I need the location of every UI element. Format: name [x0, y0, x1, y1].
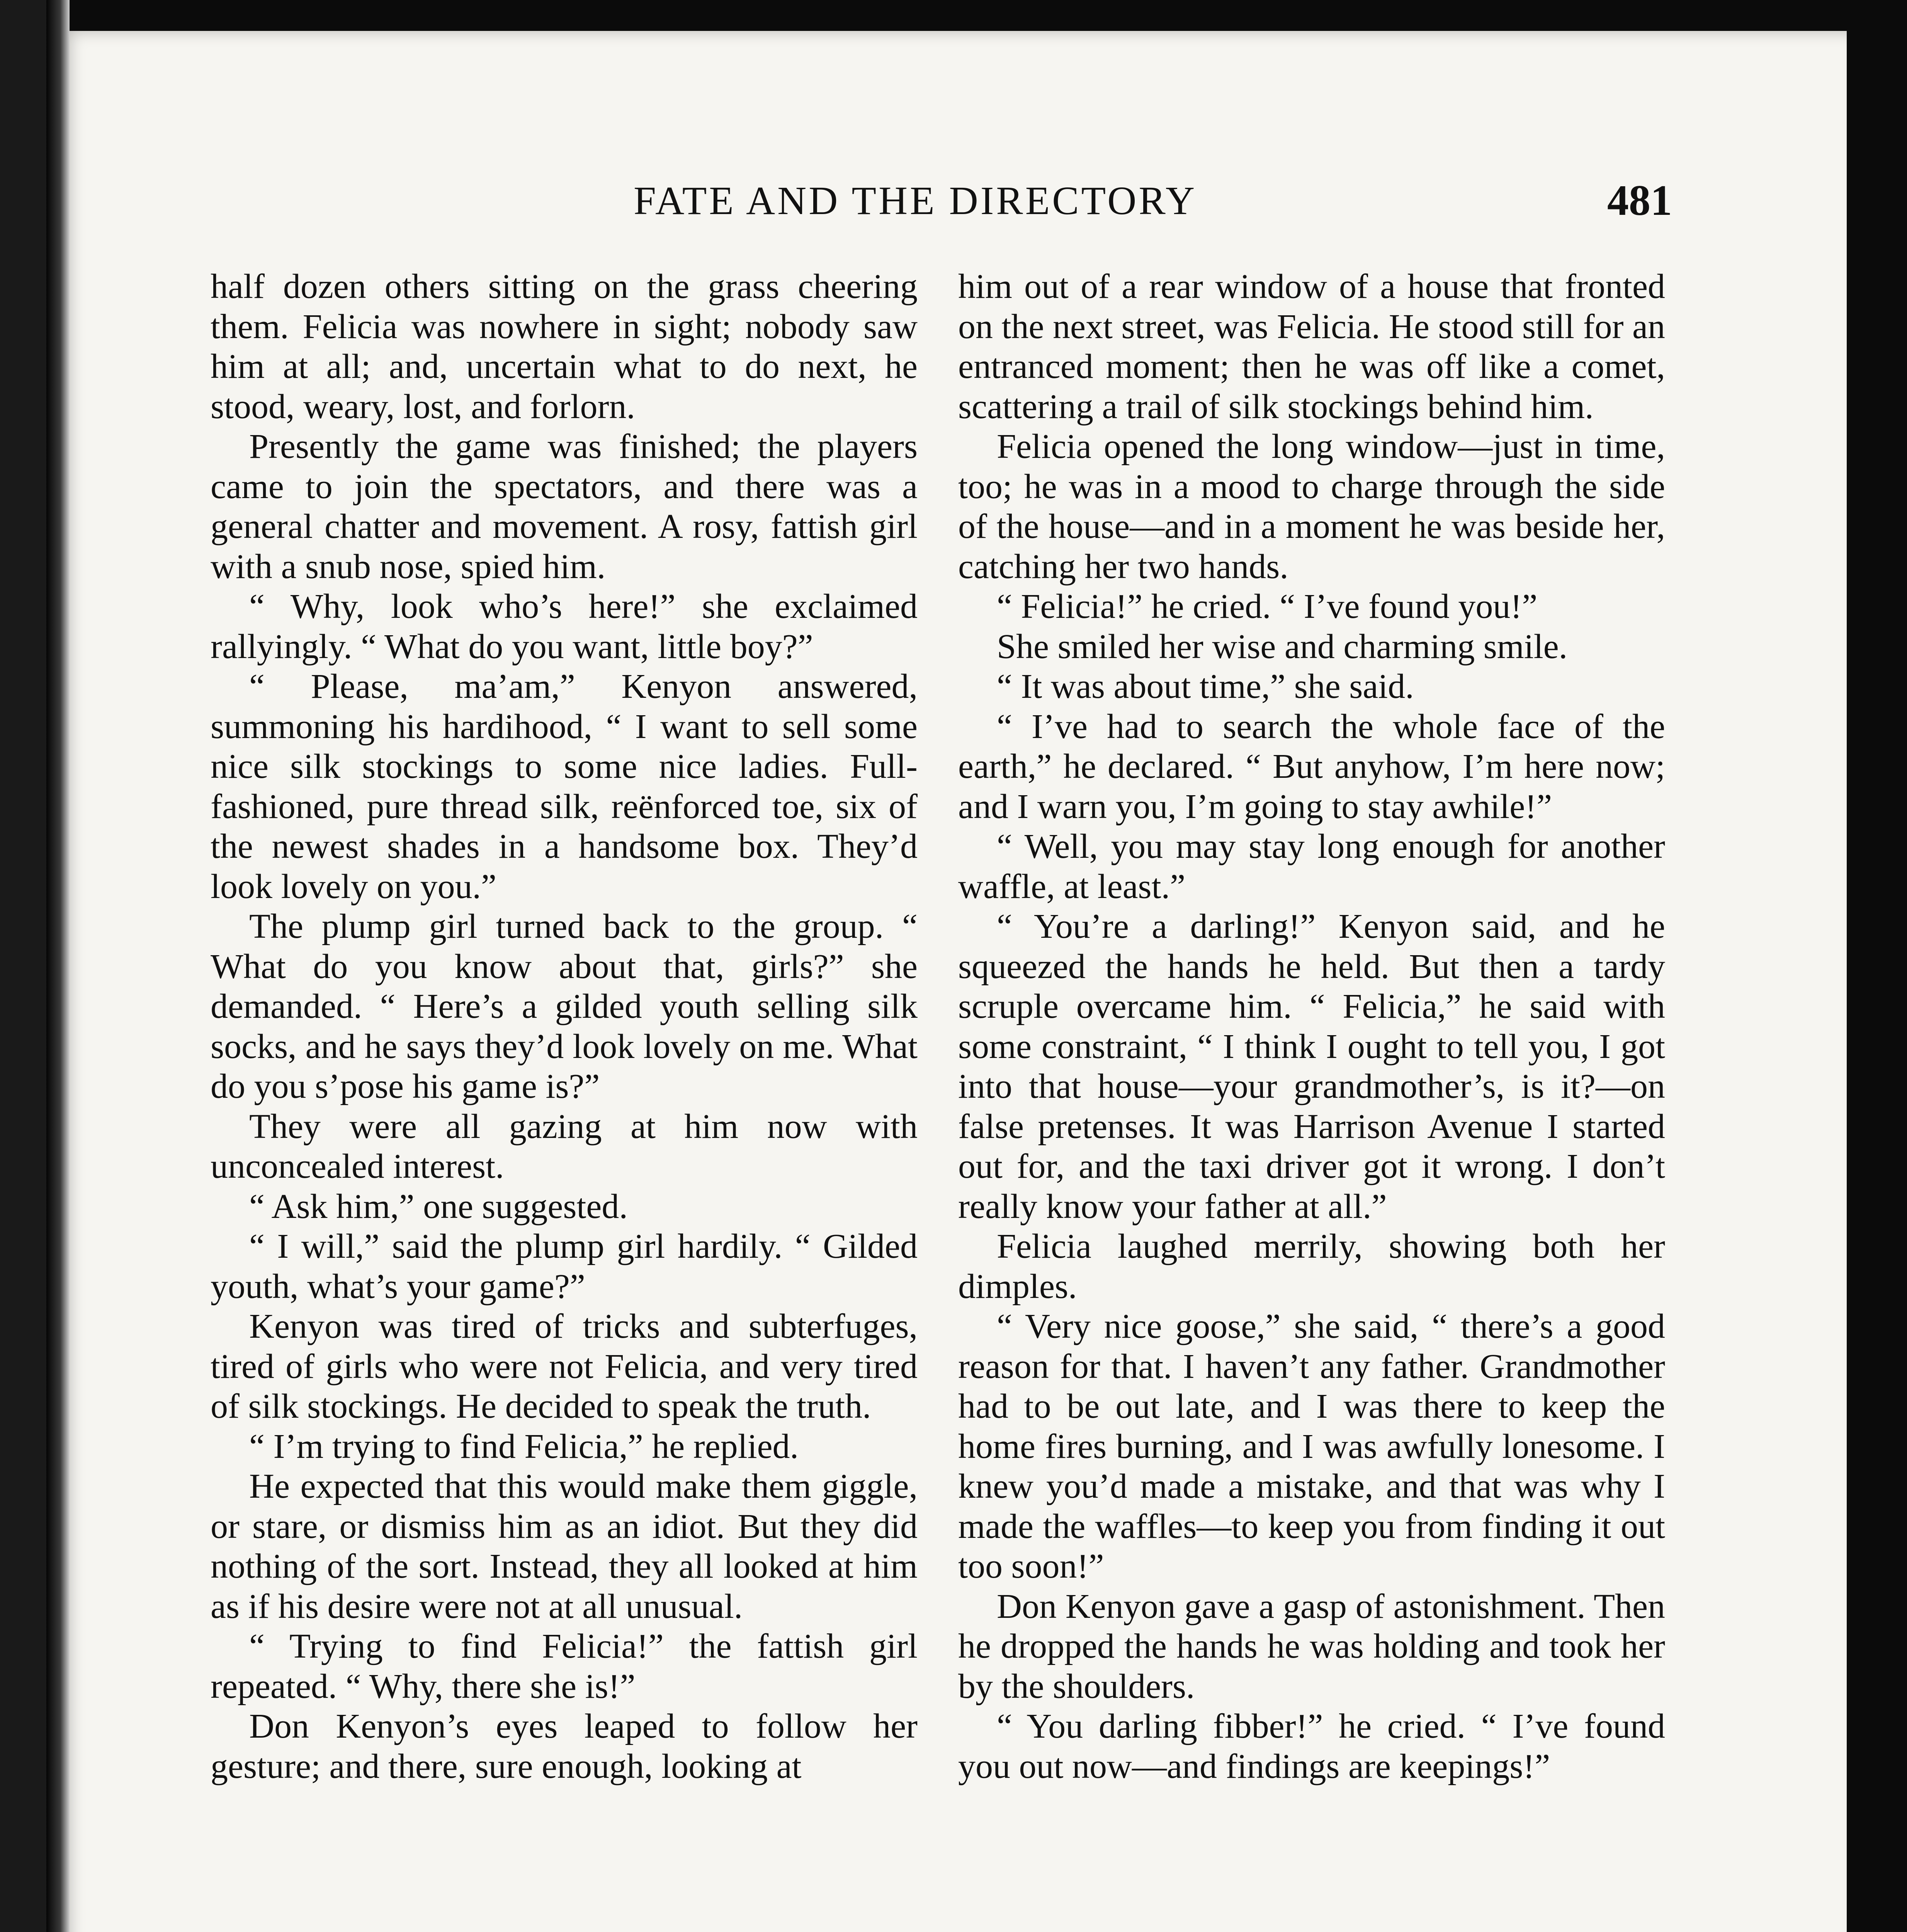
story-paragraph: Felicia opened the long window—just in time, too; he was in a mood to charge through the side of the house—and in a moment he was beside her, catching her two hands.	[958, 427, 1665, 586]
story-paragraph: “ Please, ma’am,” Kenyon answered, summoning his hardihood, “ I want to sell some nice silk stockings to some nice ladies. Full-fashioned, pure thread silk, reënforced toe, six of the newest shades in a handsome box. They’d look lovely on you.”	[211, 667, 918, 906]
story-paragraph: Don Kenyon gave a gasp of astonishment. Then he dropped the hands he was holding and took her by the shoulders.	[958, 1587, 1665, 1706]
story-paragraph: They were all gazing at him now with unconcealed interest.	[211, 1107, 918, 1185]
page-number: 481	[1607, 177, 1672, 224]
story-paragraph: “ Very nice goose,” she said, “ there’s a good reason for that. I haven’t any father. Grandmother had to be out late, and I was there to keep the home fires burning, and I was awfully lonesome. I knew you’d made a mistake, and that was why I made the waffles—to keep you from finding it out too soon!”	[958, 1307, 1665, 1585]
story-paragraph: half dozen others sitting on the grass cheering them. Felicia was nowhere in sight; nobody saw him at all; and, uncertain what to do next, he stood, weary, lost, and forlorn.	[211, 267, 918, 426]
story-paragraph: “ Why, look who’s here!” she exclaimed rallyingly. “ What do you want, little boy?”	[211, 587, 918, 666]
story-paragraph: Don Kenyon’s eyes leaped to follow her gesture; and there, sure enough, looking at	[211, 1707, 918, 1786]
story-column-right	[958, 267, 1665, 1786]
story-paragraph: “ I’m trying to find Felicia,” he replied.	[249, 1427, 799, 1466]
story-paragraph: “ I’ve had to search the whole face of the earth,” he declared. “ But anyhow, I’m here now; and I warn you, I’m going to stay awhile!”	[958, 707, 1665, 826]
story-paragraph: “ Trying to find Felicia!” the fattish girl repeated. “ Why, there she is!”	[211, 1627, 918, 1706]
story-paragraph: “ Well, you may stay long enough for another waffle, at least.”	[958, 827, 1665, 906]
story-paragraph: “ Felicia!” he cried. “ I’ve found you!”	[997, 587, 1538, 626]
story-paragraph: Presently the game was finished; the players came to join the spectators, and there was a general chatter and movement. A rosy, fattish girl with a snub nose, spied him.	[211, 427, 918, 586]
book-spine-shadow	[46, 0, 70, 1932]
running-head: FATE AND THE DIRECTORY	[634, 179, 1197, 223]
story-paragraph: She smiled her wise and charming smile.	[997, 627, 1568, 666]
story-paragraph: “ You darling fibber!” he cried. “ I’ve found you out now—and findings are keepings!”	[958, 1707, 1665, 1786]
story-paragraph: him out of a rear window of a house that fronted on the next street, was Felicia. He stood still for an entranced moment; then he was off like a comet, scattering a trail of silk stockings behind him.	[958, 267, 1665, 426]
story-column-left	[211, 267, 918, 1786]
story-paragraph: The plump girl turned back to the group. “ What do you know about that, girls?” she demanded. “ Here’s a gilded youth selling silk socks, and he says they’d look lovely on me. What do you s’pose his game is?”	[211, 907, 918, 1105]
story-paragraph: Felicia laughed merrily, showing both her dimples.	[958, 1227, 1665, 1306]
story-paragraph: “ Ask him,” one suggested.	[249, 1187, 628, 1226]
story-paragraph: “ You’re a darling!” Kenyon said, and he squeezed the hands he held. But then a tardy scruple overcame him. “ Felicia,” he said with some constraint, “ I think I ought to tell you, I got into that house—your grandmother’s, is it?—on false pretenses. It was Harrison Avenue I started out for, and the taxi driver got it wrong. I don’t really know your father at all.”	[958, 907, 1665, 1226]
story-paragraph: “ It was about time,” she said.	[997, 667, 1414, 706]
story-paragraph: Kenyon was tired of tricks and subterfuges, tired of girls who were not Felicia, and very tired of silk stockings. He decided to speak the truth.	[211, 1307, 918, 1425]
story-paragraph: “ I will,” said the plump girl hardily. “ Gilded youth, what’s your game?”	[211, 1227, 918, 1306]
story-paragraph: He expected that this would make them giggle, or stare, or dismiss him as an idiot. But they did nothing of the sort. Instead, they all looked at him as if his desire were not at all unusual.	[211, 1467, 918, 1626]
